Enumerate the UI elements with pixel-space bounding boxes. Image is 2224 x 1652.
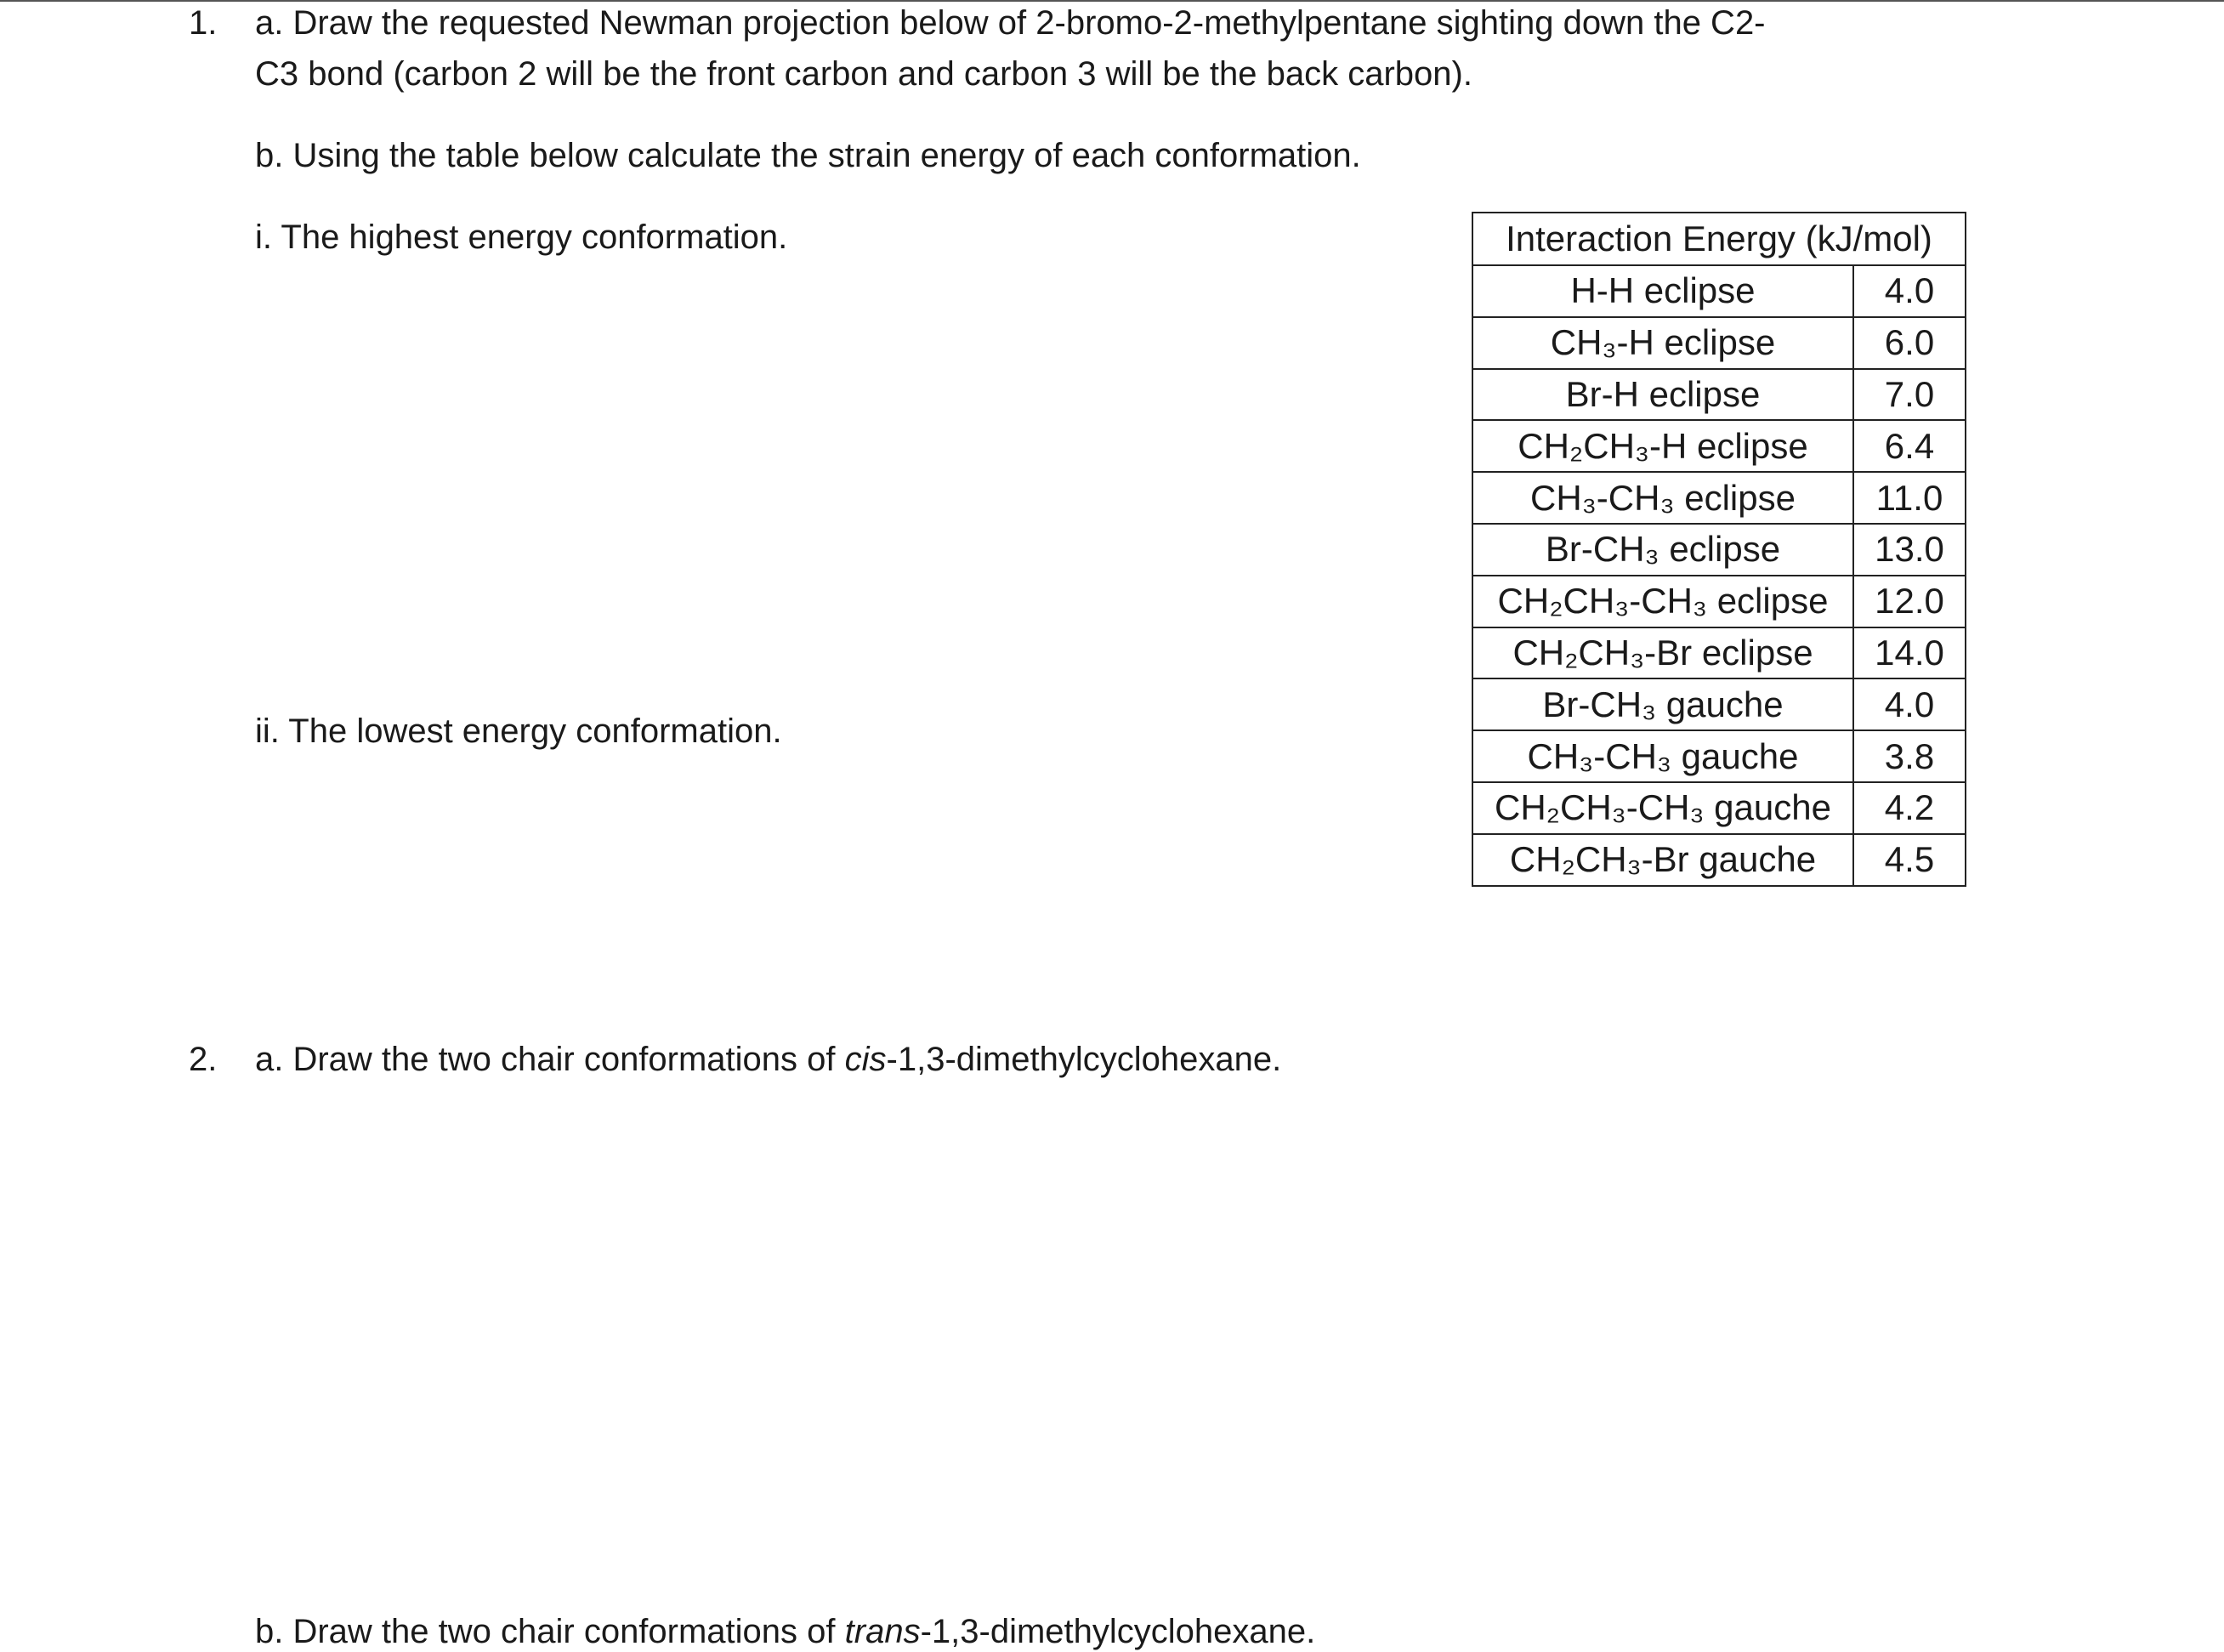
question-1b-ii-text: ii. The lowest energy conformation. (255, 712, 782, 750)
interaction-name: CH₂CH₃-H eclipse (1472, 420, 1853, 472)
interaction-energy: 11.0 (1853, 472, 1966, 524)
interaction-energy: 3.8 (1853, 730, 1966, 782)
interaction-energy: 6.0 (1853, 317, 1966, 369)
interaction-energy: 4.0 (1853, 678, 1966, 730)
table-row (1472, 576, 1966, 627)
interaction-name: Br-CH₃ gauche (1472, 678, 1853, 730)
interaction-name: CH₂CH₃-CH₃ eclipse (1472, 576, 1853, 627)
interaction-name: CH₂CH₃-Br eclipse (1472, 627, 1853, 679)
question-2a-suffix: -1,3-dimethylcyclohexane. (886, 1041, 1282, 1078)
table-row (1472, 834, 1966, 886)
table-row (1472, 730, 1966, 782)
question-1b-i-text: i. The highest energy conformation. (255, 219, 788, 256)
interaction-energy-table (1472, 212, 1966, 887)
table-row (1472, 524, 1966, 576)
interaction-energy: 4.2 (1853, 782, 1966, 834)
interaction-name: Br-H eclipse (1472, 369, 1853, 421)
interaction-energy: 13.0 (1853, 524, 1966, 576)
table-row (1472, 420, 1966, 472)
interaction-energy: 4.0 (1853, 265, 1966, 317)
question-2b-italic: trans (844, 1613, 921, 1650)
question-2-number: 2. (189, 1041, 218, 1078)
interaction-energy: 12.0 (1853, 576, 1966, 627)
interaction-name: CH₂CH₃-CH₃ gauche (1472, 782, 1853, 834)
interaction-name: Br-CH₃ eclipse (1472, 524, 1853, 576)
question-2a-prefix: a. Draw the two chair conformations of (255, 1041, 845, 1078)
question-1-number: 1. (189, 4, 218, 42)
table-header: Interaction Energy (kJ/mol) (1472, 213, 1966, 265)
question-2b-suffix: -1,3-dimethylcyclohexane. (920, 1613, 1316, 1650)
interaction-name: CH₂CH₃-Br gauche (1472, 834, 1853, 886)
question-2b-prefix: b. Draw the two chair conformations of (255, 1613, 845, 1650)
table-row (1472, 265, 1966, 317)
table-row (1472, 782, 1966, 834)
question-1a-text-line2: C3 bond (carbon 2 will be the front carbon and carbon 3 will be the back carbon). (255, 55, 1472, 93)
interaction-energy: 7.0 (1853, 369, 1966, 421)
interaction-name: CH₃-CH₃ gauche (1472, 730, 1853, 782)
interaction-name: CH₃-CH₃ eclipse (1472, 472, 1853, 524)
table-row (1472, 317, 1966, 369)
question-2a-italic: cis (844, 1041, 887, 1078)
table-row (1472, 369, 1966, 421)
top-border-line (0, 0, 2224, 2)
interaction-energy: 6.4 (1853, 420, 1966, 472)
question-2b-text (255, 1611, 1315, 1652)
question-1b-text: b. Using the table below calculate the strain energy of each conformation. (255, 137, 1361, 174)
question-1a-text-line1: a. Draw the requested Newman projection below of 2-bromo-2-methylpentane sighting down the C2- (255, 4, 1766, 42)
interaction-energy: 4.5 (1853, 834, 1966, 886)
table-row (1472, 678, 1966, 730)
interaction-name: H-H eclipse (1472, 265, 1853, 317)
interaction-energy: 14.0 (1853, 627, 1966, 679)
table-row (1472, 627, 1966, 679)
question-2a-text (255, 1039, 1281, 1080)
interaction-name: CH₃-H eclipse (1472, 317, 1853, 369)
table-row (1472, 472, 1966, 524)
